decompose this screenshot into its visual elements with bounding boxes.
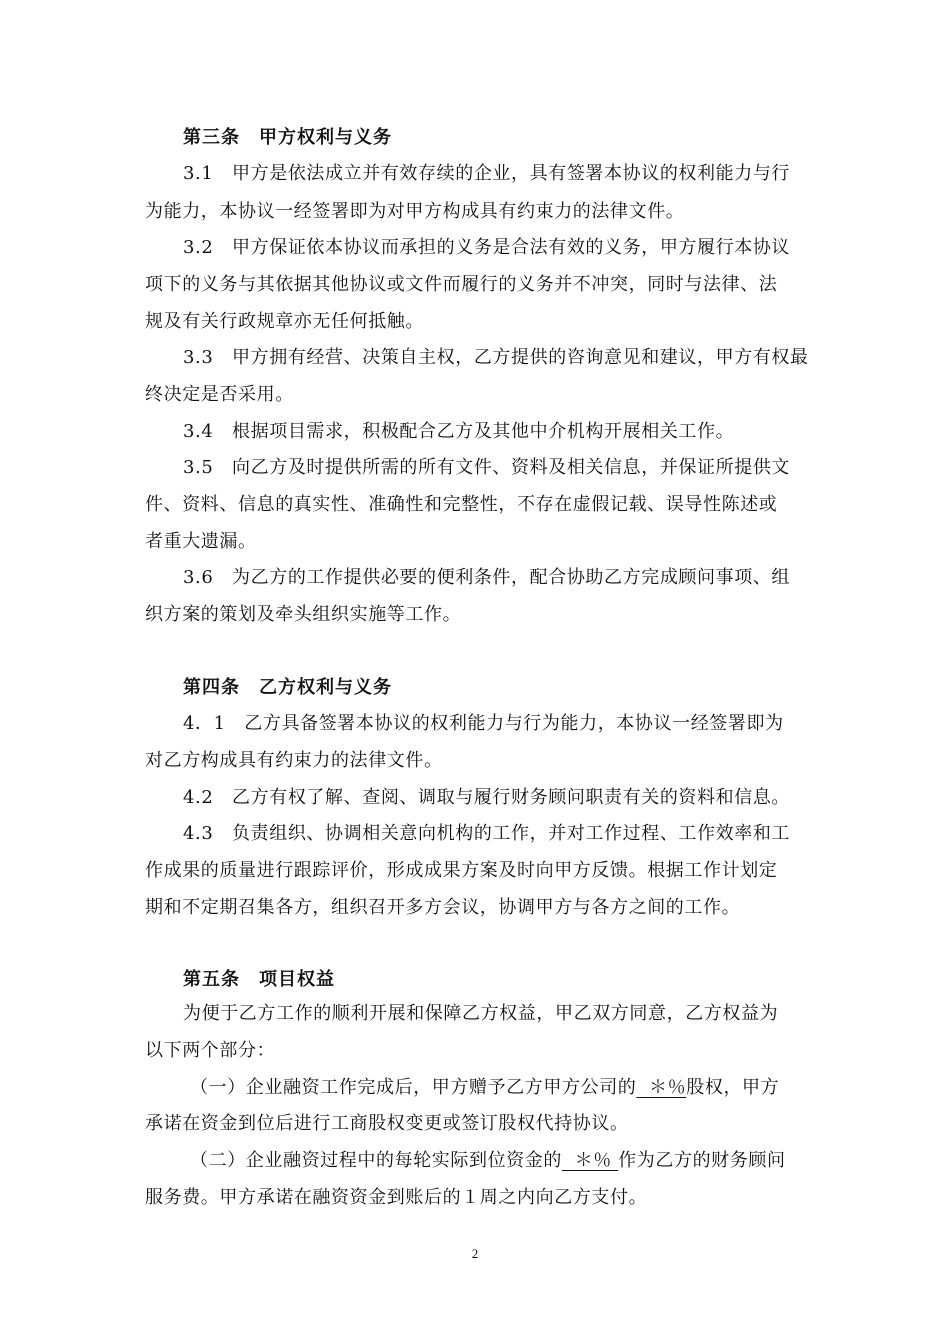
s3-p5-line3: 者重大遗漏。 [145,531,257,552]
s3-p1-line2: 为能力，本协议一经签署即为对甲方构成具有约束力的法律文件。 [145,201,685,222]
s3-p5-line1: 3.5 向乙方及时提供所需的所有文件、资料及相关信息，并保证所提供文 [183,457,791,478]
s3-p6-line2: 织方案的策划及牵头组织实施等工作。 [145,604,462,625]
s4-p1-line1: 4．1 乙方具备签署本协议的权利能力与行为能力，本协议一经签署即为 [183,713,784,734]
section-3-title: 第三条 甲方权利与义务 [183,127,392,148]
s3-p2-line2: 项下的义务与其依据其他协议或文件而履行的义务并不冲突，同时与法律、法 [145,274,778,295]
s5-item2-line1 [190,1149,786,1173]
section-5-title: 第五条 项目权益 [183,969,335,990]
s4-p3-line2: 作成果的质量进行跟踪评价，形成成果方案及时向甲方反馈。根据工作计划定 [145,860,778,881]
s3-p6-line1: 3.6 为乙方的工作提供必要的便利条件，配合协助乙方完成顾问事项、组 [183,567,791,588]
s4-p3-line3: 期和不定期召集各方，组织召开多方会议，协调甲方与各方之间的工作。 [145,897,741,918]
s3-p3-line1: 3.3 甲方拥有经营、决策自主权，乙方提供的咨询意见和建议，甲方有权最 [183,347,809,368]
fee-percentage-blank: ＊％ [562,1150,619,1171]
s3-p2-line3: 规及有关行政规章亦无任何抵触。 [145,311,424,332]
s5-item1-before: （一）企业融资工作完成后，甲方赠予乙方甲方公司的 [190,1077,637,1098]
s4-p2-line1: 4.2 乙方有权了解、查阅、调取与履行财务顾问职责有关的资料和信息。 [183,787,791,808]
s3-p2-line1: 3.2 甲方保证依本协议而承担的义务是合法有效的义务，甲方履行本协议 [183,237,791,258]
s3-p4-line1: 3.4 根据项目需求，积极配合乙方及其他中介机构开展相关工作。 [183,421,735,442]
s3-p5-line2: 件、资料、信息的真实性、准确性和完整性，不存在虚假记载、误导性陈述或 [145,494,778,515]
s4-p3-line1: 4.3 负责组织、协调相关意向机构的工作，并对工作过程、工作效率和工 [183,823,791,844]
equity-percentage-blank: ＊％ [636,1077,687,1098]
s3-p1-line1: 3.1 甲方是依法成立并有效存续的企业，具有签署本协议的权利能力与行 [183,163,791,184]
s4-p1-line2: 对乙方构成具有约束力的法律文件。 [145,750,443,771]
s5-item1-line2: 承诺在资金到位后进行工商股权变更或签订股权代持协议。 [145,1113,629,1134]
s5-item1-line1 [190,1076,779,1100]
page-number: 2 [471,1246,479,1261]
s5-item2-line2: 服务费。甲方承诺在融资资金到账后的１周之内向乙方支付。 [145,1187,648,1208]
s3-p3-line2: 终决定是否采用。 [145,384,294,405]
s5-item2-after: 作为乙方的财务顾问 [618,1150,786,1171]
s5-p1-line2: 以下两个部分： [145,1040,276,1061]
s5-item2-before: （二）企业融资过程中的每轮实际到位资金的 [190,1150,562,1171]
s5-p1-line1: 为便于乙方工作的顺利开展和保障乙方权益，甲乙双方同意，乙方权益为 [183,1003,779,1024]
section-4-title: 第四条 乙方权利与义务 [183,677,392,698]
s5-item1-after: 股权，甲方 [686,1077,780,1098]
